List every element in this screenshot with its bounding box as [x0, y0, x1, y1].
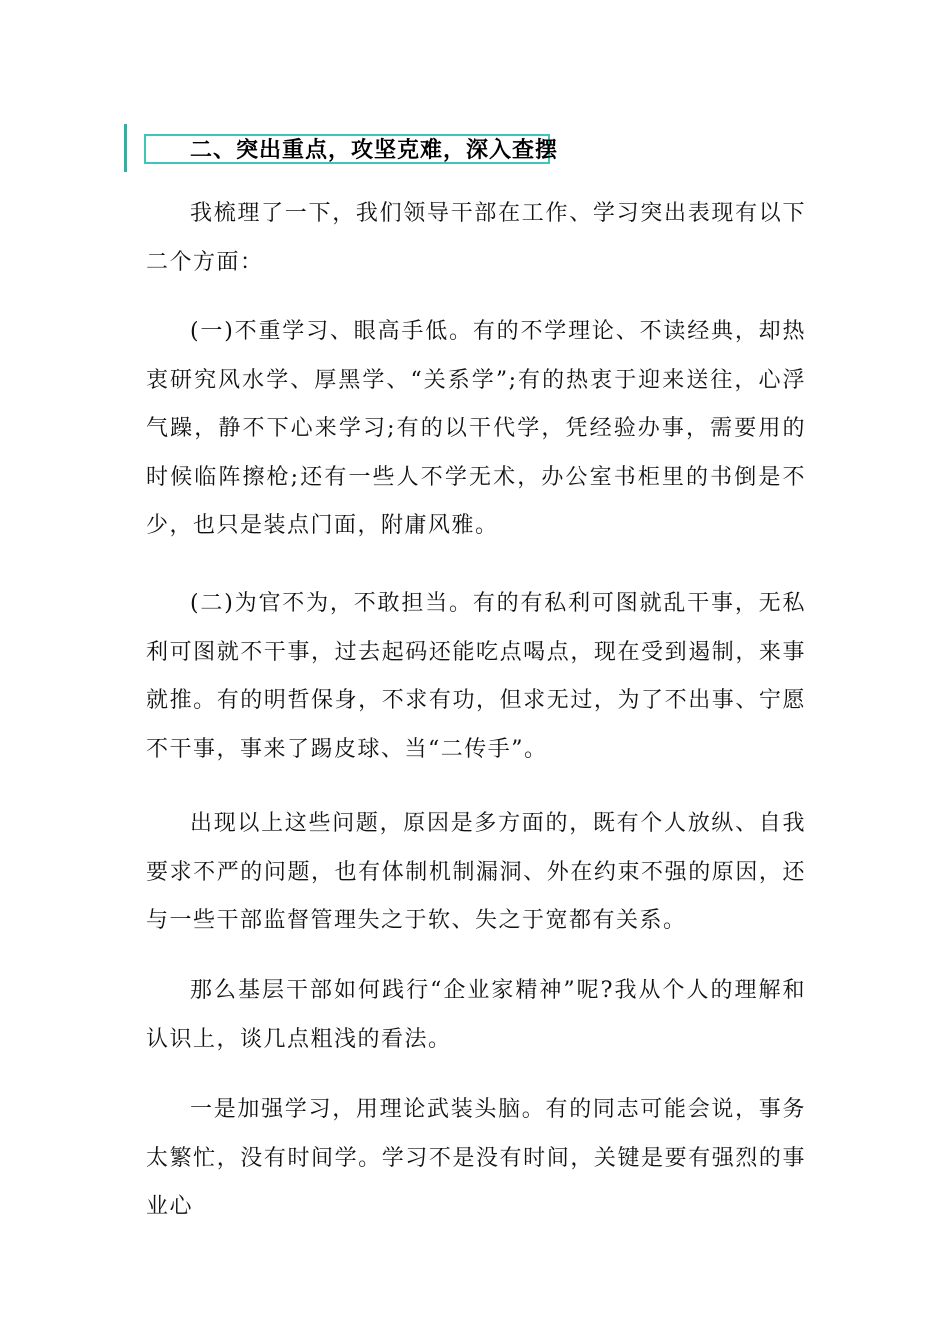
- paragraph-question: 那么基层干部如何践行“企业家精神”呢?我从个人的理解和认识上，谈几点粗浅的看法。: [146, 978, 806, 1052]
- paragraph-causes: 出现以上这些问题，原因是多方面的，既有个人放纵、自我要求不严的问题，也有体制机制漏洞、外在约束不强的原因，还与一些干部监督管理失之于软、失之于宽都有关系。: [146, 811, 806, 933]
- paragraph-point-one: (一)不重学习、眼高手低。有的不学理论、不读经典，却热衷研究风水学、厚黑学、“关系学”;有的热衷于迎来送往，心浮气躁，静不下心来学习;有的以干代学，凭经验办事，需要用的时候临阵擦枪;还有一些人不学无术，办公室书柜里的书倒是不少，也只是装点门面，附庸风雅。: [146, 319, 806, 538]
- section-heading: 二、突出重点，攻坚克难，深入查摆: [190, 137, 559, 163]
- paragraph-first-measure: 一是加强学习，用理论武装头脑。有的同志可能会说，事务太繁忙，没有时间学。学习不是没有时间，关键是要有强烈的事业心: [146, 1097, 806, 1219]
- paragraph-point-two: (二)为官不为，不敢担当。有的有私利可图就乱干事，无私利可图就不干事，过去起码还能吃点喝点，现在受到遏制，来事就推。有的明哲保身，不求有功，但求无过，为了不出事、宁愿不干事，事来了踢皮球、当“二传手”。: [146, 591, 806, 762]
- heading-accent-bar: [124, 124, 127, 172]
- paragraph-intro: 我梳理了一下，我们领导干部在工作、学习突出表现有以下二个方面：: [146, 201, 806, 275]
